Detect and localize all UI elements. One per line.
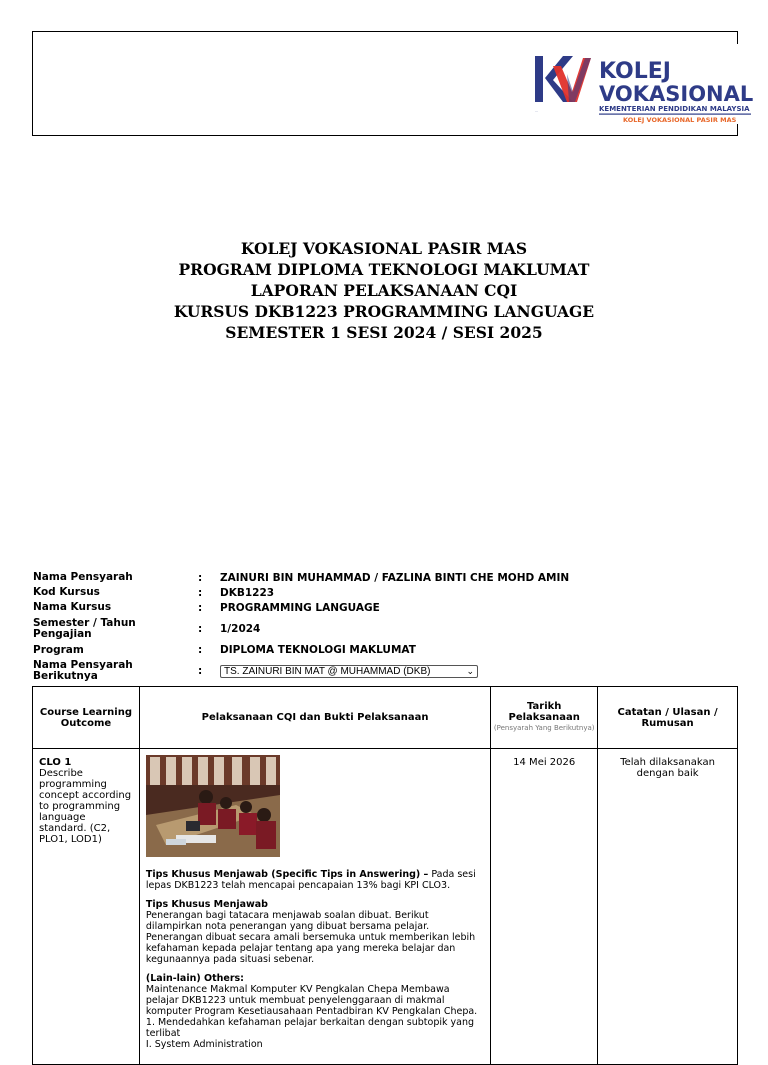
logo-line1: KOLEJ bbox=[599, 59, 671, 84]
header-implementation: Pelaksanaan CQI dan Bukti Pelaksanaan bbox=[139, 687, 490, 749]
title-line-4: KURSUS DKB1223 PROGRAMMING LANGUAGE bbox=[173, 302, 595, 321]
title-line-5: SEMESTER 1 SESI 2024 / SESI 2025 bbox=[225, 323, 543, 342]
info-label: Semester / Tahun Pengajian bbox=[33, 616, 136, 640]
tip3-title: (Lain-lain) Others: bbox=[145, 973, 244, 984]
info-row-lecturer bbox=[33, 570, 733, 585]
tip-others bbox=[146, 973, 484, 1050]
info-value: PROGRAMMING LANGUAGE bbox=[220, 601, 380, 614]
clo-title: CLO 1 bbox=[39, 757, 72, 768]
notes-cell: Telah dilaksanakan dengan baik bbox=[598, 749, 738, 1065]
course-info bbox=[33, 570, 733, 684]
info-colon: : bbox=[198, 644, 203, 656]
header-date bbox=[491, 687, 598, 749]
tip3-text2: I. System Administration bbox=[145, 1039, 263, 1050]
info-label: Nama Kursus bbox=[33, 601, 112, 613]
info-colon: : bbox=[198, 601, 203, 614]
table-header-row bbox=[33, 687, 738, 749]
info-colon: : bbox=[198, 571, 203, 584]
header-date-title: Tarikh Pelaksanaan bbox=[508, 701, 580, 723]
info-colon: : bbox=[198, 665, 203, 677]
header-clo: Course Learning Outcome bbox=[33, 687, 140, 749]
cqi-table bbox=[32, 686, 738, 1065]
tip-specific-answering bbox=[146, 869, 484, 891]
next-lecturer-select[interactable] bbox=[220, 665, 478, 678]
title-line-2: PROGRAM DIPLOMA TEKNOLOGI MAKLUMAT bbox=[178, 260, 590, 279]
info-row-next-lecturer bbox=[33, 658, 733, 684]
next-lecturer-selected: TS. ZAINURI BIN MAT @ MUHAMMAD (DKB) bbox=[224, 665, 431, 677]
tip2-title: Tips Khusus Menjawab bbox=[145, 899, 268, 910]
clo-cell bbox=[33, 749, 140, 1065]
date-cell: 14 Mei 2026 bbox=[491, 749, 598, 1065]
logo-line2: VOKASIONAL bbox=[599, 82, 754, 106]
info-value: DIPLOMA TEKNOLOGI MAKLUMAT bbox=[220, 644, 416, 656]
chevron-down-icon: ⌄ bbox=[466, 665, 474, 676]
tip1-text: Pada sesi lepas DKB1223 telah mencapai pencapaian 13% bagi KPI CLO3. bbox=[145, 869, 476, 891]
info-value: ZAINURI BIN MUHAMMAD / FAZLINA BINTI CHE MOHD AMIN bbox=[220, 571, 570, 584]
info-colon: : bbox=[198, 586, 203, 599]
info-label: Program bbox=[33, 643, 84, 656]
tip-answering bbox=[146, 899, 484, 965]
header-date-sub: (Pensyarah Yang Berikutnya) bbox=[493, 724, 595, 732]
info-colon: : bbox=[198, 622, 203, 635]
info-value: DKB1223 bbox=[220, 586, 275, 599]
info-row-program bbox=[33, 642, 733, 658]
info-label: Kod Kursus bbox=[33, 586, 100, 598]
implementation-cell bbox=[139, 749, 490, 1065]
clo-description: Describe programming concept according to programming language standard. (C2, PLO1, LOD1) bbox=[39, 768, 132, 845]
document-title bbox=[0, 238, 768, 343]
title-line-1: KOLEJ VOKASIONAL PASIR MAS bbox=[240, 239, 528, 258]
kolej-vokasional-logo bbox=[523, 44, 755, 124]
logo-line3: KEMENTERIAN PENDIDIKAN MALAYSIA bbox=[599, 105, 750, 113]
header-notes: Catatan / Ulasan / Rumusan bbox=[598, 687, 738, 749]
info-label: Nama Pensyarah Berikutnya bbox=[33, 659, 133, 682]
tip3-text: Maintenance Makmal Komputer KV Pengkalan Chepa Membawa pelajar DKB1223 untuk membuat penyelenggaraan di makmal komputer Program Kesetiausahaan Pentadbiran KV Pengkalan Chepa. 1. Mendedahkan kefahaman pelajar berkaitan dengan subtopik yang terlibat bbox=[145, 984, 478, 1039]
info-row-course-name bbox=[33, 600, 733, 615]
kv-emblem-icon bbox=[533, 54, 591, 106]
classroom-photo bbox=[146, 755, 280, 857]
info-value: 1/2024 bbox=[220, 622, 261, 635]
info-label: Nama Pensyarah bbox=[33, 571, 133, 583]
emblem-tagline: ... bbox=[535, 109, 538, 113]
info-row-course-code bbox=[33, 585, 733, 600]
title-line-3: LAPORAN PELAKSANAAN CQI bbox=[250, 281, 518, 300]
tip2-text: Penerangan bagi tatacara menjawab soalan dibuat. Berikut dilampirkan nota penerangan yang dibuat bersama pelajar. Penerangan dibuat secara amali bersemuka untuk memberikan lebih kefahaman kepada pelajar tentang apa yang mereka belajar dan kegunaannya pada situasi sebenar. bbox=[145, 910, 476, 965]
table-row bbox=[33, 749, 738, 1065]
header-box bbox=[32, 31, 754, 136]
logo-line4: KOLEJ VOKASIONAL PASIR MAS bbox=[623, 116, 737, 124]
info-row-semester bbox=[33, 615, 733, 642]
tip1-title: Tips Khusus Menjawab (Specific Tips in Answering) – bbox=[145, 869, 429, 880]
